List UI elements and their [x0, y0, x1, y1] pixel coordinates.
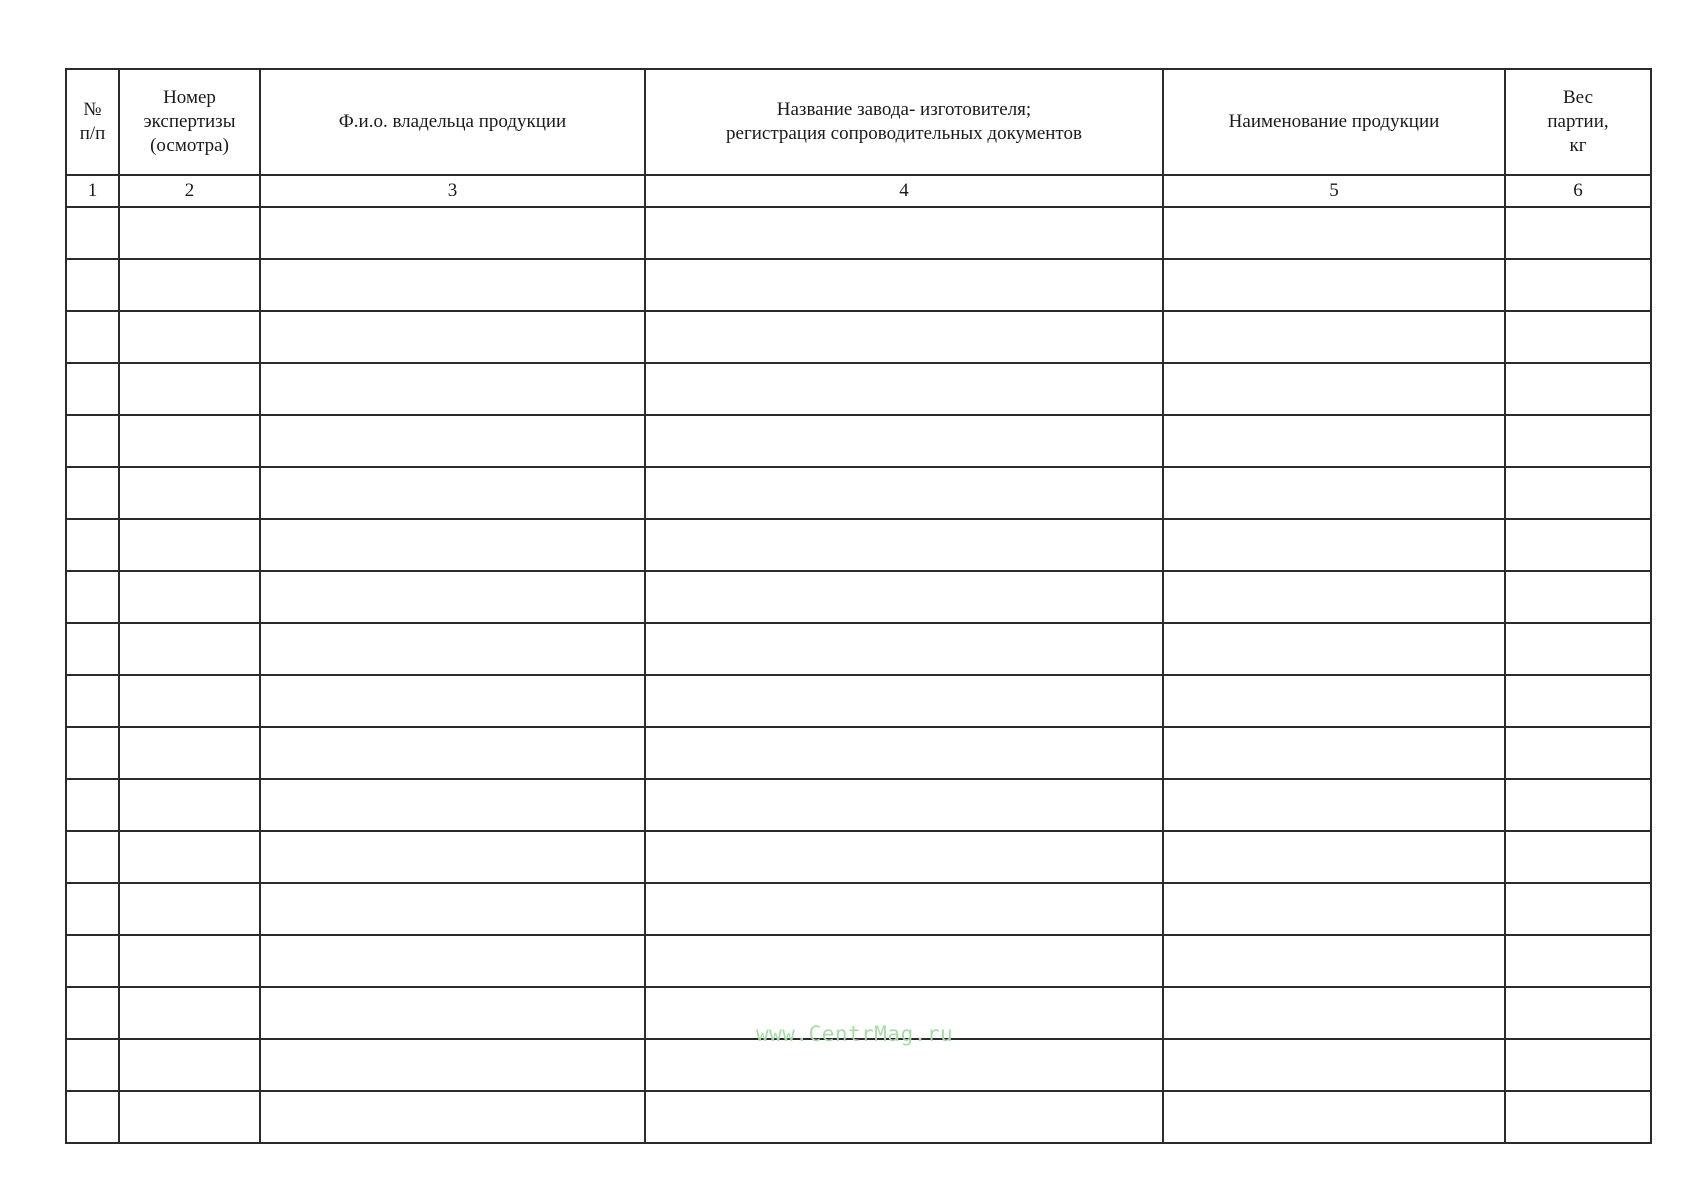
- header-row: [66, 69, 1651, 175]
- table-cell[interactable]: [66, 467, 119, 519]
- table-cell[interactable]: [260, 727, 645, 779]
- table-cell[interactable]: [119, 467, 260, 519]
- table-cell[interactable]: [645, 623, 1163, 675]
- table-row: [66, 623, 1651, 675]
- table-cell[interactable]: [260, 519, 645, 571]
- table-cell[interactable]: [1163, 779, 1505, 831]
- table-cell[interactable]: [1505, 571, 1651, 623]
- table-cell[interactable]: [119, 311, 260, 363]
- table-cell[interactable]: [1163, 571, 1505, 623]
- table-cell[interactable]: [645, 571, 1163, 623]
- table-cell[interactable]: [119, 779, 260, 831]
- table-cell[interactable]: [1505, 467, 1651, 519]
- header-cell-manufacturer: Название завода- изготовителя; регистрация сопроводительных документов: [645, 69, 1163, 175]
- table-cell[interactable]: [645, 207, 1163, 259]
- table-cell[interactable]: [645, 311, 1163, 363]
- table-cell[interactable]: [1505, 363, 1651, 415]
- table-cell[interactable]: [260, 883, 645, 935]
- table-cell[interactable]: [1163, 519, 1505, 571]
- table-cell[interactable]: [645, 883, 1163, 935]
- table-cell[interactable]: [260, 311, 645, 363]
- table-cell[interactable]: [260, 259, 645, 311]
- table-cell[interactable]: [1505, 883, 1651, 935]
- header-cell-batch-weight: Вес партии, кг: [1505, 69, 1651, 175]
- table-cell[interactable]: [119, 363, 260, 415]
- column-number: 3: [260, 175, 645, 207]
- table-cell[interactable]: [1505, 675, 1651, 727]
- table-cell[interactable]: [1505, 831, 1651, 883]
- table-row: [66, 311, 1651, 363]
- table-cell[interactable]: [66, 1091, 119, 1143]
- column-number: 4: [645, 175, 1163, 207]
- table-cell[interactable]: [119, 727, 260, 779]
- table-cell[interactable]: [260, 987, 645, 1039]
- header-cell-index: № п/п: [66, 69, 119, 175]
- table-row: [66, 1091, 1651, 1143]
- table-row: [66, 415, 1651, 467]
- table-cell[interactable]: [645, 1039, 1163, 1091]
- table-cell[interactable]: [645, 467, 1163, 519]
- table-cell[interactable]: [66, 311, 119, 363]
- table-cell[interactable]: [1505, 779, 1651, 831]
- column-number-row: [66, 175, 1651, 207]
- table-cell[interactable]: [1163, 1091, 1505, 1143]
- table-cell[interactable]: [1163, 415, 1505, 467]
- table-cell[interactable]: [260, 831, 645, 883]
- journal-body: [66, 207, 1651, 1143]
- table-cell[interactable]: [1505, 519, 1651, 571]
- table-cell[interactable]: [1163, 883, 1505, 935]
- table-cell[interactable]: [1505, 207, 1651, 259]
- table-cell[interactable]: [260, 415, 645, 467]
- table-cell[interactable]: [1505, 727, 1651, 779]
- table-cell[interactable]: [645, 519, 1163, 571]
- table-cell[interactable]: [260, 363, 645, 415]
- table-cell[interactable]: [260, 1091, 645, 1143]
- table-cell[interactable]: [66, 623, 119, 675]
- table-cell[interactable]: [119, 831, 260, 883]
- table-cell[interactable]: [260, 779, 645, 831]
- table-cell[interactable]: [645, 259, 1163, 311]
- table-row: [66, 831, 1651, 883]
- table-cell[interactable]: [645, 675, 1163, 727]
- table-cell[interactable]: [1163, 1039, 1505, 1091]
- table-cell[interactable]: [260, 1039, 645, 1091]
- header-cell-expertise-number: Номер экспертизы (осмотра): [119, 69, 260, 175]
- table-cell[interactable]: [66, 207, 119, 259]
- table-cell[interactable]: [645, 727, 1163, 779]
- table-cell[interactable]: [645, 1091, 1163, 1143]
- table-cell[interactable]: [1505, 1039, 1651, 1091]
- column-number: 1: [66, 175, 119, 207]
- table-cell[interactable]: [645, 831, 1163, 883]
- header-cell-owner-name: Ф.и.о. владельца продукции: [260, 69, 645, 175]
- journal-table: [65, 68, 1652, 1144]
- table-cell[interactable]: [119, 519, 260, 571]
- table-cell[interactable]: [260, 935, 645, 987]
- table-cell[interactable]: [119, 883, 260, 935]
- table-cell[interactable]: [1163, 987, 1505, 1039]
- column-number: 2: [119, 175, 260, 207]
- table-cell[interactable]: [1163, 727, 1505, 779]
- table-cell[interactable]: [645, 935, 1163, 987]
- table-row: [66, 363, 1651, 415]
- table-cell[interactable]: [1163, 207, 1505, 259]
- table-cell[interactable]: [645, 779, 1163, 831]
- table-row: [66, 519, 1651, 571]
- table-cell[interactable]: [66, 935, 119, 987]
- table-row: [66, 207, 1651, 259]
- table-row: [66, 779, 1651, 831]
- table-row: [66, 259, 1651, 311]
- header-cell-product-name: Наименование продукции: [1163, 69, 1505, 175]
- table-row: [66, 1039, 1651, 1091]
- table-cell[interactable]: [66, 675, 119, 727]
- table-cell[interactable]: [66, 571, 119, 623]
- table-cell[interactable]: [1163, 935, 1505, 987]
- table-cell[interactable]: [1505, 1091, 1651, 1143]
- table-row: [66, 883, 1651, 935]
- table-cell[interactable]: [119, 415, 260, 467]
- table-cell[interactable]: [119, 259, 260, 311]
- table-cell[interactable]: [260, 207, 645, 259]
- table-cell[interactable]: [1505, 935, 1651, 987]
- table-cell[interactable]: [645, 415, 1163, 467]
- table-row: [66, 935, 1651, 987]
- table-cell[interactable]: [119, 987, 260, 1039]
- table-cell[interactable]: [119, 935, 260, 987]
- table-cell[interactable]: [1163, 623, 1505, 675]
- table-cell[interactable]: [1505, 259, 1651, 311]
- table-cell[interactable]: [66, 883, 119, 935]
- column-number: 5: [1163, 175, 1505, 207]
- table-row: [66, 571, 1651, 623]
- table-cell[interactable]: [119, 675, 260, 727]
- table-cell[interactable]: [66, 987, 119, 1039]
- table-cell[interactable]: [260, 467, 645, 519]
- table-cell[interactable]: [1505, 623, 1651, 675]
- table-cell[interactable]: [1163, 259, 1505, 311]
- table-cell[interactable]: [1505, 415, 1651, 467]
- table-cell[interactable]: [260, 675, 645, 727]
- table-row: [66, 727, 1651, 779]
- table-cell[interactable]: [66, 259, 119, 311]
- table-cell[interactable]: [1505, 987, 1651, 1039]
- table-cell[interactable]: [1163, 467, 1505, 519]
- table-cell[interactable]: [66, 831, 119, 883]
- table-cell[interactable]: [119, 207, 260, 259]
- table-cell[interactable]: [1163, 831, 1505, 883]
- table-cell[interactable]: [66, 363, 119, 415]
- table-cell[interactable]: [119, 1039, 260, 1091]
- column-number: 6: [1505, 175, 1651, 207]
- table-cell[interactable]: [1163, 363, 1505, 415]
- watermark-text: www.CentrMag.ru: [756, 1022, 954, 1046]
- table-cell[interactable]: [66, 727, 119, 779]
- table-cell[interactable]: [66, 519, 119, 571]
- table-cell[interactable]: [66, 779, 119, 831]
- table-cell[interactable]: [260, 571, 645, 623]
- table-row: [66, 675, 1651, 727]
- table-cell[interactable]: [260, 623, 645, 675]
- table-cell[interactable]: [1163, 311, 1505, 363]
- table-cell[interactable]: [645, 363, 1163, 415]
- table-cell[interactable]: [66, 1039, 119, 1091]
- table-cell[interactable]: [119, 1091, 260, 1143]
- table-row: [66, 467, 1651, 519]
- table-cell[interactable]: [1505, 311, 1651, 363]
- table-cell[interactable]: [66, 415, 119, 467]
- table-cell[interactable]: [119, 571, 260, 623]
- table-cell[interactable]: [119, 623, 260, 675]
- table-cell[interactable]: [1163, 675, 1505, 727]
